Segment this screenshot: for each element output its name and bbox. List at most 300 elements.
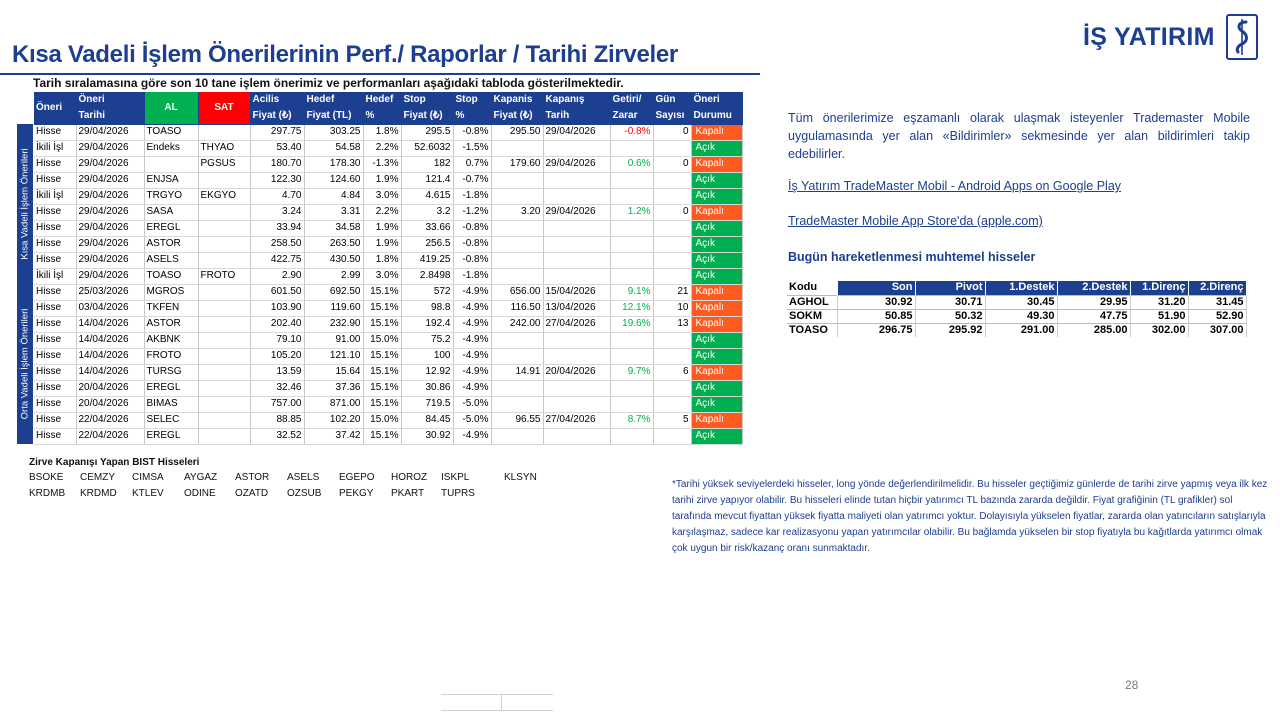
cell-hedef-pct: 15.1% [363,284,401,300]
cell-stop-fiyat: 33.66 [401,220,453,236]
zirve-stock: CEMZY [80,472,115,483]
table-row [34,204,742,220]
cell-hedef-fiyat: 37.42 [304,428,363,444]
cell-sat [198,252,250,268]
cell-acilis-fiyat: 105.20 [250,348,304,364]
zirve-stock: ASTOR [235,472,270,483]
cell-al: ASTOR [144,236,198,252]
cell-oneri-durumu: Açık [691,396,742,412]
cell-getiri-zarar [610,172,653,188]
cell-stop-pct: -4.9% [453,380,491,396]
cell-stop-pct: -4.9% [453,428,491,444]
movers-header-destek-2: 2.Destek [1057,281,1130,295]
header-al: AL [144,92,198,124]
cell-getiri-zarar: 0.6% [610,156,653,172]
cell-oneri-durumu: Açık [691,140,742,156]
cell-getiri-zarar [610,348,653,364]
cell-oneri-tarihi: 29/04/2026 [76,220,144,236]
table-row [34,124,742,140]
cell-oneri: Hisse [34,172,76,188]
cell-hedef-fiyat: 121.10 [304,348,363,364]
cell-stop-pct: -0.8% [453,124,491,140]
cell-stop-pct: -0.7% [453,172,491,188]
cell-oneri: Hisse [34,364,76,380]
cell-oneri: Hisse [34,220,76,236]
cell-oneri-tarihi: 29/04/2026 [76,140,144,156]
table-row [34,428,742,444]
cell-hedef-pct: 1.8% [363,124,401,140]
cell-hedef-fiyat: 871.00 [304,396,363,412]
cell-hedef-fiyat: 124.60 [304,172,363,188]
cell-stop-fiyat: 572 [401,284,453,300]
header-kapanis-tarih: Kapanış [543,92,610,108]
cell-stop-pct: -4.9% [453,316,491,332]
cell-oneri: Hisse [34,284,76,300]
cell-oneri-durumu: Açık [691,188,742,204]
cell-oneri-tarihi: 29/04/2026 [76,268,144,284]
cell-hedef-fiyat: 15.64 [304,364,363,380]
cell-acilis-fiyat: 103.90 [250,300,304,316]
cell-stop-pct: -4.9% [453,300,491,316]
cell-kapanis-tarih [543,268,610,284]
cell-hedef-pct: 1.9% [363,236,401,252]
cell-gun-sayisi: 0 [653,124,691,140]
cell-getiri-zarar [610,188,653,204]
cell-oneri-tarihi: 14/04/2026 [76,316,144,332]
cell-acilis-fiyat: 258.50 [250,236,304,252]
table-row [34,412,742,428]
movers-row [787,323,1246,337]
cell-getiri-zarar: 9.7% [610,364,653,380]
cell-getiri-zarar: -0.8% [610,124,653,140]
table-row [34,284,742,300]
cell-oneri-durumu: Kapalı [691,412,742,428]
table-row [34,396,742,412]
cell-stop-fiyat: 52.6032 [401,140,453,156]
cell-acilis-fiyat: 2.90 [250,268,304,284]
cell-gun-sayisi [653,188,691,204]
movers-cell-direnc-1: 51.90 [1130,309,1188,323]
cell-stop-pct: -1.2% [453,204,491,220]
cell-stop-fiyat: 30.92 [401,428,453,444]
movers-cell-son: 30.92 [837,295,915,309]
cell-gun-sayisi [653,268,691,284]
cell-oneri-tarihi: 25/03/2026 [76,284,144,300]
cell-kapanis-tarih [543,252,610,268]
cell-al: BIMAS [144,396,198,412]
cell-sat: EKGYO [198,188,250,204]
cell-oneri-durumu: Kapalı [691,316,742,332]
movers-cell-son: 50.85 [837,309,915,323]
cell-gun-sayisi [653,220,691,236]
cell-stop-pct: 0.7% [453,156,491,172]
movers-header-kodu: Kodu [787,281,837,295]
cell-sat: THYAO [198,140,250,156]
table-row [34,156,742,172]
cell-hedef-pct: 2.2% [363,204,401,220]
zirve-stock: ISKPL [441,472,470,483]
movers-header-destek-1: 1.Destek [985,281,1057,295]
cell-oneri: Hisse [34,316,76,332]
cell-hedef-fiyat: 102.20 [304,412,363,428]
movers-row [787,295,1246,309]
table-row [34,236,742,252]
cell-acilis-fiyat: 601.50 [250,284,304,300]
cell-oneri-durumu: Açık [691,380,742,396]
table-row [34,332,742,348]
cell-sat [198,412,250,428]
cell-acilis-fiyat: 3.24 [250,204,304,220]
cell-kapanis-fiyat [491,236,543,252]
header-oneri-tarihi: Öneri [76,92,144,108]
cell-kapanis-fiyat [491,172,543,188]
header-hedef-pct: % [363,108,401,124]
movers-cell-kodu: SOKM [787,309,837,323]
cell-acilis-fiyat: 297.75 [250,124,304,140]
cell-stop-pct: -0.8% [453,252,491,268]
cell-gun-sayisi [653,396,691,412]
short-term-label: Kısa Vadeli İşlem Önerileri [19,148,31,260]
cell-oneri-tarihi: 20/04/2026 [76,396,144,412]
movers-header-direnc-1: 1.Direnç [1130,281,1188,295]
cell-oneri-durumu: Açık [691,428,742,444]
cell-kapanis-tarih: 27/04/2026 [543,412,610,428]
cell-kapanis-tarih: 20/04/2026 [543,364,610,380]
cell-getiri-zarar [610,236,653,252]
cell-acilis-fiyat: 79.10 [250,332,304,348]
cell-oneri-durumu: Kapalı [691,204,742,220]
header-stop-pct: % [453,108,491,124]
cell-stop-pct: -5.0% [453,412,491,428]
cell-oneri-tarihi: 22/04/2026 [76,412,144,428]
cell-hedef-fiyat: 119.60 [304,300,363,316]
cell-stop-fiyat: 75.2 [401,332,453,348]
page-subtitle: Tarih sıralamasına göre son 10 tane işlem önerimiz ve performanları aşağıdaki tabloda gösterilmektedir. [33,76,624,90]
cell-kapanis-tarih [543,188,610,204]
cell-oneri-durumu: Kapalı [691,364,742,380]
cell-getiri-zarar [610,428,653,444]
movers-cell-destek-1: 291.00 [985,323,1057,337]
zirve-stock: TUPRS [441,488,475,499]
movers-row [787,309,1246,323]
table-body [34,124,742,444]
recommendations-table [34,92,743,445]
cell-acilis-fiyat: 202.40 [250,316,304,332]
cell-hedef-pct: -1.3% [363,156,401,172]
zirve-stock: ASELS [287,472,320,483]
cell-oneri: Hisse [34,124,76,140]
page-number: 28 [1125,678,1139,692]
cell-hedef-fiyat: 3.31 [304,204,363,220]
cell-stop-fiyat: 719.5 [401,396,453,412]
cell-stop-fiyat: 295.5 [401,124,453,140]
cell-hedef-pct: 15.1% [363,348,401,364]
movers-cell-pivot: 295.92 [915,323,985,337]
android-app-link[interactable]: İş Yatırım TradeMaster Mobil - Android Apps on Google Play [788,179,1122,193]
header-stop-pct: Stop [453,92,491,108]
mid-term-band [17,284,34,444]
cell-oneri: Hisse [34,396,76,412]
cell-oneri-durumu: Açık [691,220,742,236]
cell-kapanis-tarih: 29/04/2026 [543,204,610,220]
cell-hedef-pct: 15.0% [363,332,401,348]
cell-hedef-fiyat: 263.50 [304,236,363,252]
zirve-stock: OZSUB [287,488,322,499]
cell-al: Endeks [144,140,198,156]
cell-oneri-durumu: Açık [691,332,742,348]
movers-cell-destek-1: 30.45 [985,295,1057,309]
header-getiri-zarar: Zarar [610,108,653,124]
cell-hedef-pct: 15.1% [363,364,401,380]
movers-cell-direnc-2: 52.90 [1188,309,1246,323]
cell-kapanis-fiyat: 656.00 [491,284,543,300]
cell-hedef-pct: 1.8% [363,252,401,268]
cell-kapanis-fiyat: 242.00 [491,316,543,332]
cell-kapanis-tarih [543,332,610,348]
table-header-row-1 [34,92,742,108]
movers-cell-destek-1: 49.30 [985,309,1057,323]
cell-al: MGROS [144,284,198,300]
cell-oneri-durumu: Kapalı [691,124,742,140]
table-row [34,172,742,188]
header-kapanis-fiyat: Kapanis [491,92,543,108]
cell-kapanis-tarih: 15/04/2026 [543,284,610,300]
cell-al: TURSG [144,364,198,380]
cell-gun-sayisi [653,332,691,348]
cell-sat [198,204,250,220]
cell-al [144,156,198,172]
cell-hedef-fiyat: 4.84 [304,188,363,204]
cell-kapanis-fiyat [491,332,543,348]
cell-hedef-fiyat: 54.58 [304,140,363,156]
zirve-stock: ODINE [184,488,216,499]
cell-stop-pct: -4.9% [453,348,491,364]
cell-gun-sayisi: 10 [653,300,691,316]
cell-oneri-tarihi: 29/04/2026 [76,236,144,252]
cell-hedef-pct: 15.1% [363,428,401,444]
cell-getiri-zarar [610,252,653,268]
cell-al: EREGL [144,380,198,396]
cell-kapanis-tarih [543,236,610,252]
cell-hedef-pct: 2.2% [363,140,401,156]
header-sat: SAT [198,92,250,124]
cell-sat [198,300,250,316]
movers-cell-destek-2: 285.00 [1057,323,1130,337]
cell-oneri: Hisse [34,236,76,252]
cell-stop-pct: -1.8% [453,268,491,284]
movers-cell-pivot: 30.71 [915,295,985,309]
cell-oneri-tarihi: 29/04/2026 [76,156,144,172]
cell-getiri-zarar: 19.6% [610,316,653,332]
cell-kapanis-fiyat [491,348,543,364]
short-term-band [17,124,34,284]
page-title: Kısa Vadeli İşlem Önerilerinin Perf./ Raporlar / Tarihi Zirveler [12,41,678,68]
cell-kapanis-fiyat [491,428,543,444]
cell-sat [198,236,250,252]
zirve-stock: KRDMD [80,488,117,499]
zirve-stock: KLSYN [504,472,537,483]
movers-cell-direnc-1: 302.00 [1130,323,1188,337]
cell-oneri: İkili İşl [34,268,76,284]
cell-oneri: Hisse [34,300,76,316]
table-row [34,188,742,204]
cell-kapanis-tarih: 29/04/2026 [543,124,610,140]
cell-oneri-durumu: Kapalı [691,284,742,300]
table-row [34,348,742,364]
header-gun-sayisi: Gün [653,92,691,108]
cell-oneri-durumu: Açık [691,268,742,284]
cell-stop-pct: -0.8% [453,236,491,252]
header-hedef-fiyat: Hedef [304,92,363,108]
cell-al: EREGL [144,428,198,444]
cell-oneri: İkili İşl [34,140,76,156]
table-row [34,300,742,316]
header-kapanis-fiyat: Fiyat (₺) [491,108,543,124]
cell-kapanis-fiyat [491,396,543,412]
cell-sat [198,364,250,380]
cell-al: TOASO [144,268,198,284]
cell-hedef-pct: 15.1% [363,316,401,332]
cell-acilis-fiyat: 33.94 [250,220,304,236]
cell-oneri-tarihi: 20/04/2026 [76,380,144,396]
movers-table [787,281,1247,337]
cell-oneri-tarihi: 14/04/2026 [76,332,144,348]
cell-acilis-fiyat: 32.46 [250,380,304,396]
cell-kapanis-fiyat [491,268,543,284]
cell-acilis-fiyat: 422.75 [250,252,304,268]
cell-oneri-tarihi: 29/04/2026 [76,124,144,140]
zirve-stock: CIMSA [132,472,164,483]
cell-sat [198,172,250,188]
movers-title: Bugün hareketlenmesi muhtemel hisseler [788,250,1036,264]
movers-header-direnc-2: 2.Direnç [1188,281,1246,295]
cell-oneri-tarihi: 29/04/2026 [76,252,144,268]
cell-gun-sayisi [653,172,691,188]
cell-oneri-tarihi: 14/04/2026 [76,364,144,380]
cell-sat: FROTO [198,268,250,284]
cell-kapanis-tarih [543,428,610,444]
cell-al: ENJSA [144,172,198,188]
cell-sat [198,124,250,140]
header-oneri-tarihi: Tarihi [76,108,144,124]
cell-al: SASA [144,204,198,220]
cell-hedef-fiyat: 303.25 [304,124,363,140]
header-acilis-fiyat: Acilis [250,92,304,108]
cell-oneri-durumu: Açık [691,236,742,252]
ios-app-link[interactable]: TradeMaster Mobile App Store'da (apple.com) [788,214,1043,228]
cell-getiri-zarar [610,332,653,348]
cell-stop-pct: -0.8% [453,220,491,236]
header-oneri: Öneri [34,92,76,124]
cell-al: ASELS [144,252,198,268]
notifications-info: Tüm önerilerimize eşzamanlı olarak ulaşmak isteyenler Trademaster Mobile uygulamasında yer alan «Bildirimler» sekmesinde yer alan bildirimleri takip edebilirler. [788,111,1250,161]
cell-gun-sayisi: 6 [653,364,691,380]
cell-gun-sayisi: 5 [653,412,691,428]
cell-oneri-tarihi: 22/04/2026 [76,428,144,444]
cell-gun-sayisi: 0 [653,156,691,172]
zirve-title: Zirve Kapanışı Yapan BIST Hisseleri [29,457,200,468]
cell-kapanis-tarih: 29/04/2026 [543,156,610,172]
cell-hedef-pct: 1.9% [363,172,401,188]
zirve-stock: BSOKE [29,472,64,483]
header-oneri-durumu: Durumu [691,108,742,124]
cell-acilis-fiyat: 180.70 [250,156,304,172]
cell-stop-pct: -4.9% [453,284,491,300]
movers-cell-destek-2: 29.95 [1057,295,1130,309]
cell-hedef-fiyat: 37.36 [304,380,363,396]
table-row [34,220,742,236]
cell-stop-fiyat: 30.86 [401,380,453,396]
zirve-stock: HOROZ [391,472,428,483]
cell-acilis-fiyat: 53.40 [250,140,304,156]
cell-hedef-pct: 15.0% [363,412,401,428]
cell-oneri-tarihi: 03/04/2026 [76,300,144,316]
movers-body [787,295,1246,337]
cell-oneri: Hisse [34,380,76,396]
header-kapanis-tarih: Tarih [543,108,610,124]
zirve-stock: PEKGY [339,488,374,499]
cell-kapanis-tarih: 27/04/2026 [543,316,610,332]
table-row [34,364,742,380]
cell-oneri-tarihi: 29/04/2026 [76,188,144,204]
cell-hedef-fiyat: 692.50 [304,284,363,300]
cell-gun-sayisi: 13 [653,316,691,332]
cell-kapanis-tarih [543,396,610,412]
cell-al: TRGYO [144,188,198,204]
zirve-stock: KTLEV [132,488,164,499]
cell-kapanis-fiyat [491,220,543,236]
bottom-fragment [441,694,553,711]
cell-stop-fiyat: 84.45 [401,412,453,428]
cell-hedef-pct: 1.9% [363,220,401,236]
cell-sat [198,284,250,300]
cell-getiri-zarar: 12.1% [610,300,653,316]
footnote: *Tarihi yüksek seviyelerdeki hisseler, long yönde değerlendirilmelidir. Bu hisseler geçtiğimiz günlerde de tarihi zirve yapmış veya ilk kez tarihi zirve yapıyor olabilir. Bu hisseleri elinde tutan hiçbir yatırımcı TL bazında zararda değildir. Fiyat grafiğinin (TL grafikler) sol tarafında mevcut fiyattan yüksek fiyatta maliyeti olan yatırımcı yoktur. Dolayısıyla yükselen fiyatlar, zararda olan yatıncıların satışlarıyla karşılaşmaz, sadece kar realizasyonu yapan yatırımcılar olabilir. Bu bağlamda yükselen bir stop fiyatıyla bu kağıtlarda yatırımcı olmak çok uygun bir risk/kazanç oranı sunmaktadır. [672,479,1268,554]
cell-oneri-durumu: Kapalı [691,156,742,172]
cell-hedef-pct: 3.0% [363,268,401,284]
cell-sat [198,220,250,236]
movers-cell-son: 296.75 [837,323,915,337]
cell-stop-fiyat: 4.615 [401,188,453,204]
cell-oneri: Hisse [34,204,76,220]
cell-hedef-fiyat: 178.30 [304,156,363,172]
cell-sat [198,428,250,444]
cell-gun-sayisi [653,348,691,364]
cell-hedef-pct: 15.1% [363,380,401,396]
cell-oneri-durumu: Kapalı [691,300,742,316]
zirve-stock: PKART [391,488,425,499]
cell-gun-sayisi [653,236,691,252]
movers-cell-direnc-2: 31.45 [1188,295,1246,309]
cell-stop-fiyat: 182 [401,156,453,172]
movers-cell-destek-2: 47.75 [1057,309,1130,323]
cell-stop-fiyat: 98.8 [401,300,453,316]
cell-oneri: Hisse [34,332,76,348]
cell-oneri: Hisse [34,348,76,364]
header-hedef-pct: Hedef [363,92,401,108]
movers-cell-pivot: 50.32 [915,309,985,323]
cell-oneri: İkili İşl [34,188,76,204]
movers-cell-kodu: AGHOL [787,295,837,309]
header-stop-fiyat: Fiyat (₺) [401,108,453,124]
cell-hedef-fiyat: 232.90 [304,316,363,332]
cell-sat [198,396,250,412]
cell-al: TOASO [144,124,198,140]
table-row [34,140,742,156]
cell-stop-fiyat: 2.8498 [401,268,453,284]
cell-stop-fiyat: 192.4 [401,316,453,332]
cell-getiri-zarar [610,268,653,284]
